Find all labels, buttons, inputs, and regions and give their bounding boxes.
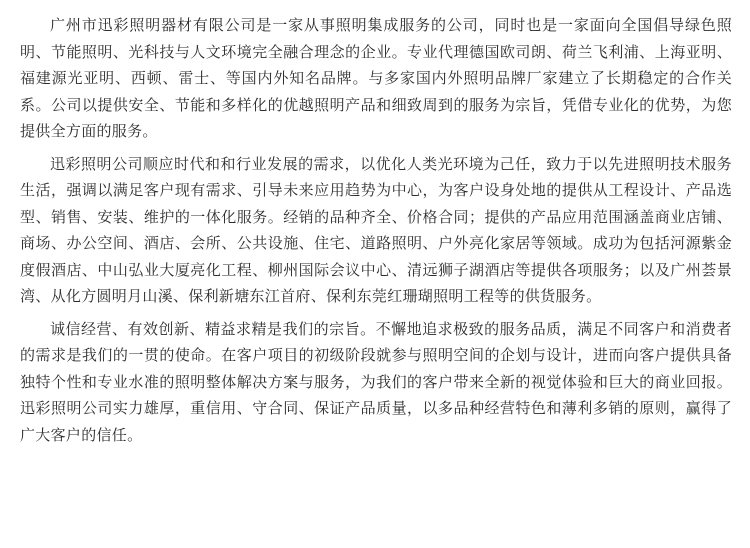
paragraph-services: 迅彩照明公司顺应时代和和行业发展的需求，以优化人类光环境为己任，致力于以先进照明技术服务生活，强调以满足客户现有需求、引导未来应用趋势为中心，为客户设身处地的提供从工程设计、产品选型、销售、安装、维护的一体化服务。经销的品种齐全、价格合同；提供的产品应用范围涵盖商业店铺、商场、办公空间、酒店、会所、公共设施、住宅、道路照明、户外亮化家居等领域。成功为包括河源紫金度假酒店、中山弘业大厦亮化工程、柳州国际会议中心、清远狮子湖酒店等提供各项服务；以及广州荟景湾、从化方圆明月山溪、保利新塘东江首府、保利东莞红珊瑚照明工程等的供货服务。 — [20, 154, 732, 305]
paragraph-mission: 诚信经营、有效创新、精益求精是我们的宗旨。不懈地追求极致的服务品质，满足不同客户和消费者的需求是我们的一贯的使命。在客户项目的初级阶段就参与照明空间的企划与设计，进而向客户提供具备独特个性和专业水准的照明整体解决方案与服务，为我们的客户带来全新的视觉体验和巨大的商业回报。迅彩照明公司实力雄厚，重信用、守合同、保证产品质量，以多品种经营特色和薄利多销的原则，赢得了广大客户的信任。 — [20, 319, 732, 444]
paragraph-company-intro: 广州市迅彩照明器材有限公司是一家从事照明集成服务的公司，同时也是一家面向全国倡导绿色照明、节能照明、光科技与人文环境完全融合理念的企业。专业代理德国欧司朗、荷兰飞利浦、上海亚明、福建源光亚明、西顿、雷士、等国内外知名品牌。与多家国内外照明品牌厂家建立了长期稳定的合作关系。公司以提供安全、节能和多样化的优越照明产品和细致周到的服务为宗旨，凭借专业化的优势，为您提供全方面的服务。 — [20, 16, 732, 140]
company-profile-article — [20, 12, 732, 454]
